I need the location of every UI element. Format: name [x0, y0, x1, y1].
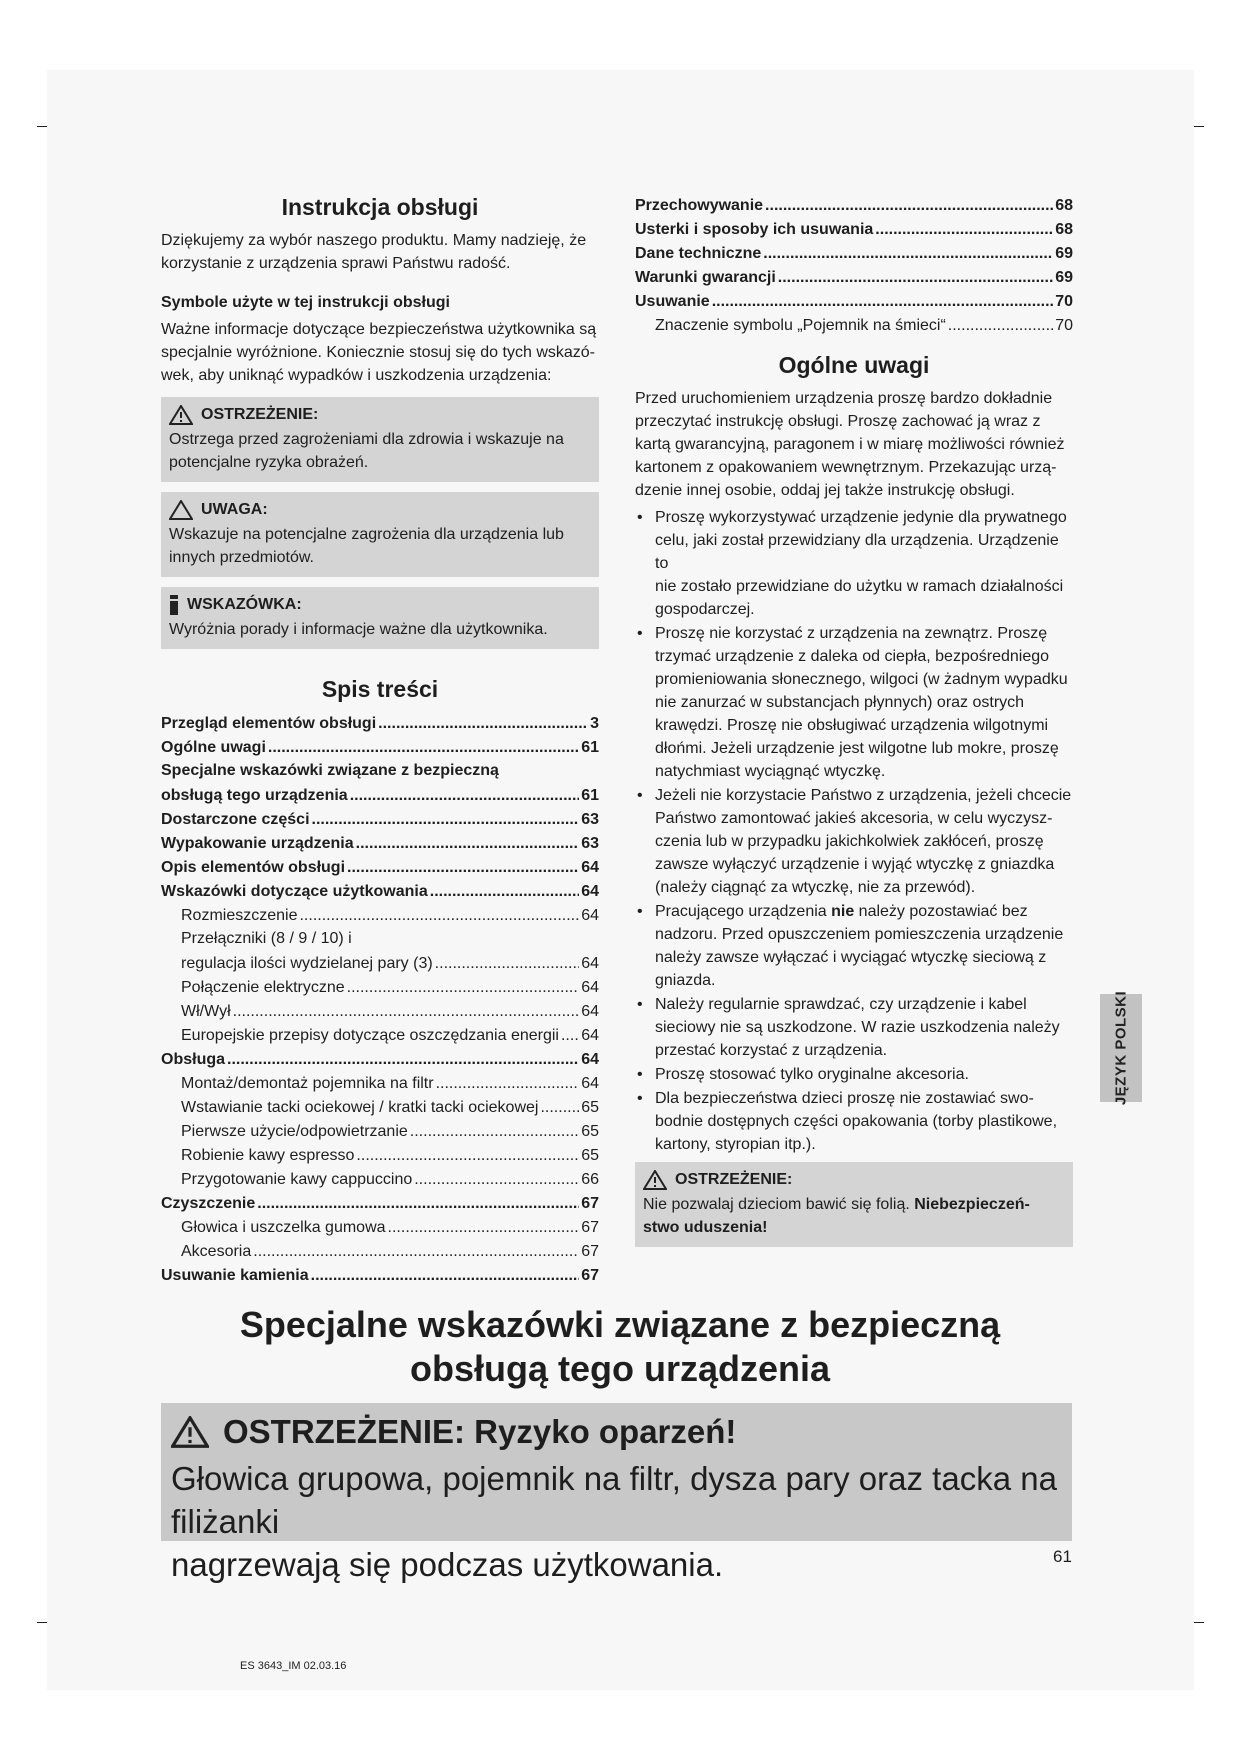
safety-bullet: [635, 784, 1073, 899]
safety-bullet: [635, 1063, 1073, 1086]
toc-entry: [161, 1095, 599, 1119]
toc-leader-dots: [712, 290, 1054, 313]
toc-entry-label: Rozmieszczenie: [181, 907, 298, 924]
bullet-line: gniazda.: [655, 972, 716, 989]
title-line: Specjalne wskazówki związane z bezpieczną: [239, 1304, 1001, 1345]
bullet-line: czenia lub w przypadku jakichkolwiek zakłóceń, proszę: [655, 833, 1044, 850]
toc-entry: [161, 1191, 599, 1215]
toc-entry: [161, 951, 599, 975]
tip-box-text: [169, 618, 591, 641]
warning-text: Nie pozwalaj dzieciom bawić się folią.: [643, 1196, 915, 1213]
toc-leader-dots: [233, 1000, 580, 1023]
bullet-line: • Należy regularnie sprawdzać, czy urządzenie i kabel: [655, 996, 1027, 1013]
toc-leader-dots: [561, 1024, 579, 1047]
warning-text-bold: Niebezpieczeń-: [914, 1196, 1030, 1213]
bullet-line: krawędzi. Proszę nie obsługiwać urządzenia wilgotnymi: [655, 717, 1049, 734]
toc-entry-label: Pierwsze użycie/odpowietrzanie: [181, 1123, 408, 1140]
toc-entry: [161, 1023, 599, 1047]
toc-entry: [161, 831, 599, 855]
toc-entry-page: 65: [581, 1123, 599, 1140]
burn-warning-title: OSTRZEŻENIE: Ryzyko oparzeń!: [223, 1413, 737, 1450]
symbols-line: specjalnie wyróżnione. Koniecznie stosuj się do tych wskazó-: [161, 344, 595, 361]
toc-entry-page: 64: [581, 859, 599, 876]
bullet-line: • Proszę stosować tylko oryginalne akcesoria.: [655, 1066, 969, 1083]
warning-line: nagrzewają się podczas użytkowania.: [171, 1546, 724, 1583]
toc-entry: [161, 735, 599, 759]
safety-bullet: [635, 1087, 1073, 1156]
toc-entry-label: Przygotowanie kawy cappuccino: [181, 1171, 413, 1188]
warning-box-text: [169, 428, 591, 474]
toc-entry-label: Dostarczone części: [161, 811, 310, 828]
toc-entry-page: 67: [581, 1267, 599, 1284]
toc-entry-page: 63: [581, 835, 599, 852]
intro-line: Przed uruchomieniem urządzenia proszę bardzo dokładnie: [635, 390, 1053, 407]
toc-entry: [161, 711, 599, 735]
toc-entry-label: Głowica i uszczelka gumowa: [181, 1219, 386, 1236]
toc-entry-page: 67: [581, 1219, 599, 1236]
toc-leader-dots: [948, 314, 1053, 337]
toc-entry-label: Przechowywanie: [635, 197, 764, 214]
toc-leader-dots: [312, 808, 580, 831]
toc-entry-label: Połączenie elektryczne: [181, 979, 345, 996]
bullet-line: natychmiast wyciągnąć wtyczkę.: [655, 763, 886, 780]
warning-triangle-outline-icon: [169, 500, 193, 520]
toc-entry-label: Usuwanie: [635, 293, 710, 310]
caution-box: [161, 492, 599, 577]
toc-leader-dots: [388, 1216, 580, 1239]
bullet-line: (należy ciągnąć za wtyczkę, nie za przewód).: [655, 879, 976, 896]
bullet-line: zawsze wyłączyć urządzenie i wyjąć wtyczkę z gniazdka: [655, 856, 1055, 873]
toc-leader-dots: [410, 1120, 579, 1143]
toc-entry-label: Znaczenie symbolu „Pojemnik na śmieci“: [655, 317, 946, 334]
toc-entry-page: 70: [1055, 317, 1073, 334]
warning-triangle-icon: [171, 1416, 209, 1448]
toc-entry: [635, 313, 1073, 337]
symbols-heading: Symbole użyte w tej instrukcji obsługi: [161, 294, 450, 311]
toc-entry-label: Wypakowanie urządzenia: [161, 835, 354, 852]
info-icon: [169, 595, 179, 615]
toc-entry-label: Opis elementów obsługi: [161, 859, 346, 876]
intro-line: kartonem z opakowaniem wewnętrznym. Przekazując urzą-: [635, 459, 1057, 476]
safety-section-title: [160, 1303, 1080, 1391]
warning-triangle-icon: [169, 405, 193, 425]
intro-line: Dziękujemy za wybór naszego produktu. Mamy nadzieję, że: [161, 232, 587, 249]
toc-leader-dots: [875, 218, 1053, 241]
bullet-line: celu, jaki został przewidziany dla urządzenia. Urządzenie to: [655, 532, 1059, 572]
toc-entry: [161, 975, 599, 999]
toc-entry: [635, 289, 1073, 313]
toc-entry-page: 61: [581, 739, 599, 756]
toc-entry: [161, 1167, 599, 1191]
toc-entry-page: 61: [581, 787, 599, 804]
toc-leader-dots: [436, 1072, 580, 1095]
toc-entry-page: 69: [1055, 245, 1073, 262]
warning-line: Głowica grupowa, pojemnik na filtr, dysza pary oraz tacka na filiżanki: [171, 1460, 1057, 1540]
bullet-line: • Dla bezpieczeństwa dzieci proszę nie zostawiać swo-: [655, 1090, 1034, 1107]
bullet-line: sieciowy nie są uszkodzone. W razie uszkodzenia należy: [655, 1019, 1060, 1036]
bullet-line: nadzoru. Przed opuszczeniem pomieszczenia urządzenie: [655, 926, 1064, 943]
toc-entry-label: obsługą tego urządzenia: [161, 787, 348, 804]
intro-text: [161, 229, 599, 275]
toc-entry: [635, 193, 1073, 217]
warning-text-bold: stwo uduszenia!: [643, 1219, 768, 1236]
toc-leader-dots: [378, 712, 588, 735]
box-line: Ostrzega przed zagrożeniami dla zdrowia i wskazuje na: [169, 431, 564, 448]
toc-entry: [161, 1119, 599, 1143]
toc-entry: Przełączniki (8 / 9 / 10) i: [181, 930, 352, 947]
toc-entry-page: 70: [1055, 293, 1073, 310]
safety-bullet: [635, 900, 1073, 992]
toc-leader-dots: [356, 1144, 579, 1167]
toc-entry: [161, 1143, 599, 1167]
toc-entry-label: Czyszczenie: [161, 1195, 256, 1212]
toc-leader-dots: [430, 880, 579, 903]
toc-entry-label: regulacja ilości wydzielanej pary (3): [181, 955, 433, 972]
toc-entry-page: 64: [581, 979, 599, 996]
toc-leader-dots: [299, 904, 579, 927]
toc-entry-page: 64: [581, 1051, 599, 1068]
safety-bullet: [635, 506, 1073, 621]
toc-entry-page: 63: [581, 811, 599, 828]
bullet-line: przestać korzystać z urządzenia.: [655, 1042, 888, 1059]
bullet-line: nie zostało przewidziane do użytku w ramach działalności: [655, 578, 1064, 595]
toc-entry-page: 67: [581, 1243, 599, 1260]
bullet-line: gospodarczej.: [655, 601, 755, 618]
toc-entry-label: Usuwanie kamienia: [161, 1267, 309, 1284]
toc-entry-page: 64: [581, 1075, 599, 1092]
toc-leader-dots: [347, 976, 580, 999]
children-warning-title: OSTRZEŻENIE:: [675, 1171, 793, 1188]
toc-entry-page: 65: [581, 1147, 599, 1164]
intro-line: przeczytać instrukcję obsługi. Proszę zachować ją wraz z: [635, 413, 1041, 430]
title-line: obsługą tego urządzenia: [409, 1348, 831, 1389]
toc-entry-label: Usterki i sposoby ich usuwania: [635, 221, 874, 238]
toc-leader-dots: [765, 194, 1053, 217]
bullet-line: promieniowania słonecznego, wilgoci (w żadnym wypadku: [655, 671, 1068, 688]
toc-entry: [161, 903, 599, 927]
toc-entry: [161, 999, 599, 1023]
warning-triangle-icon: [643, 1170, 667, 1190]
toc-entry-label: Przegląd elementów obsługi: [161, 715, 377, 732]
bullet-line: • Pracującego urządzenia nie należy pozostawiać bez: [655, 903, 1028, 920]
toc-entry-label: Obsługa: [161, 1051, 226, 1068]
toc-entry-page: 69: [1055, 269, 1073, 286]
toc-entry-label: Akcesoria: [181, 1243, 252, 1260]
bullet-line: kartony, styropian itp.).: [655, 1136, 816, 1153]
toc-leader-dots: [227, 1048, 579, 1071]
safety-bullet: [635, 622, 1073, 783]
toc-entry-page: 64: [581, 955, 599, 972]
page-number: 61: [1053, 1547, 1072, 1566]
toc-leader-dots: [763, 242, 1053, 265]
toc-entry-page: 64: [581, 883, 599, 900]
toc-entry-page: 68: [1055, 197, 1073, 214]
toc-entry-page: 3: [590, 715, 599, 732]
toc-leader-dots: [253, 1240, 579, 1263]
toc-entry: [161, 1263, 599, 1287]
toc-entry-page: 64: [581, 1003, 599, 1020]
toc-leader-dots: [311, 1264, 580, 1287]
toc-entry: [161, 855, 599, 879]
bullet-line: • Jeżeli nie korzystacie Państwo z urządzenia, jeżeli chcecie: [655, 787, 1072, 804]
toc-entry: Specjalne wskazówki związane z bezpieczną: [161, 762, 499, 779]
bullet-line: należy zawsze wyłączać i wyciągać wtyczkę sieciową z: [655, 949, 1047, 966]
bullet-line: • Proszę wykorzystywać urządzenie jedynie dla prywatnego: [655, 509, 1067, 526]
toc-entry-label: Warunki gwarancji: [635, 269, 776, 286]
toc-leader-dots: [414, 1168, 579, 1191]
intro-line: korzystanie z urządzenia sprawi Państwu radość.: [161, 255, 511, 272]
toc-entry-label: Wstawianie tacki ociekowej / kratki tacki ociekowej: [181, 1099, 539, 1116]
symbols-line: Ważne informacje dotyczące bezpieczeństwa użytkownika są: [161, 321, 597, 338]
manual-title: Instrukcja obsługi: [281, 194, 479, 220]
general-notes-title: Ogólne uwagi: [778, 352, 930, 378]
burn-warning-text: [161, 1455, 1072, 1586]
toc-entry-label: Robienie kawy espresso: [181, 1147, 355, 1164]
safety-bullet: [635, 993, 1073, 1062]
tip-box: [161, 587, 599, 649]
toc-leader-dots: [347, 856, 579, 879]
toc-entry: [161, 879, 599, 903]
intro-line: dzenie innej osobie, oddaj jej także instrukcję obsługi.: [635, 482, 1015, 499]
caution-box-title: UWAGA:: [201, 501, 268, 518]
right-column: [635, 193, 1073, 1257]
toc-leader-dots: [356, 832, 580, 855]
toc-entry: [161, 1071, 599, 1095]
bullet-line: Państwo zamontować jakieś akcesoria, w celu wyczysz-: [655, 810, 1053, 827]
toc-leader-dots: [268, 736, 579, 759]
toc-entry-page: 65: [581, 1099, 599, 1116]
toc-entry-label: Montaż/demontaż pojemnika na filtr: [181, 1075, 434, 1092]
toc-leader-dots: [257, 1192, 579, 1215]
toc-entry: [161, 1215, 599, 1239]
toc-leader-dots: [435, 952, 580, 975]
children-warning-text: [643, 1193, 1065, 1239]
bullet-line: trzymać urządzenie z daleka od ciepła, bezpośredniego: [655, 648, 1050, 665]
table-of-contents-continued: [635, 193, 1073, 337]
bullet-line: dłońmi. Jeżeli urządzenie jest wilgotne lub mokre, proszę: [655, 740, 1059, 757]
toc-entry-label: Wskazówki dotyczące użytkowania: [161, 883, 428, 900]
toc-entry-label: Wł/Wył: [181, 1003, 231, 1020]
toc-entry-page: 64: [581, 907, 599, 924]
children-warning-box: [635, 1162, 1073, 1247]
toc-entry-label: Ogólne uwagi: [161, 739, 266, 756]
toc-entry-label: Dane techniczne: [635, 245, 762, 262]
toc-entry: [161, 1239, 599, 1263]
symbols-text: [161, 318, 599, 387]
table-of-contents: [161, 711, 599, 1287]
toc-entry-page: 64: [581, 1027, 599, 1044]
box-line: innych przedmiotów.: [169, 549, 314, 566]
toc-entry-page: 68: [1055, 221, 1073, 238]
toc-entry-page: 67: [581, 1195, 599, 1212]
footer-code: ES 3643_IM 02.03.16: [240, 1660, 347, 1672]
toc-entry: [635, 217, 1073, 241]
bullet-line: • Proszę nie korzystać z urządzenia na zewnątrz. Proszę: [655, 625, 1048, 642]
language-tab-label: JĘZYK POLSKI: [1112, 990, 1130, 1106]
safety-bullet-list: [635, 506, 1073, 1156]
toc-entry: [635, 265, 1073, 289]
general-notes-intro: [635, 387, 1073, 502]
toc-entry: [161, 807, 599, 831]
toc-entry: [161, 783, 599, 807]
left-column: [161, 193, 599, 1287]
box-line: Wskazuje na potencjalne zagrożenia dla urządzenia lub: [169, 526, 564, 543]
toc-leader-dots: [778, 266, 1053, 289]
box-line: Wyróżnia porady i informacje ważne dla użytkownika.: [169, 621, 548, 638]
warning-box-title: OSTRZEŻENIE:: [201, 406, 319, 423]
language-tab: [1100, 990, 1142, 1106]
warning-box: [161, 397, 599, 482]
box-line: potencjalne ryzyka obrażeń.: [169, 454, 369, 471]
toc-leader-dots: [350, 784, 580, 807]
caution-box-text: [169, 523, 591, 569]
bullet-line: nie zanurzać w substancjach płynnych) oraz ostrych: [655, 694, 1025, 711]
bullet-line: bodnie dostępnych części opakowania (torby plastikowe,: [655, 1113, 1058, 1130]
toc-entry: [635, 241, 1073, 265]
toc-title: Spis treści: [321, 676, 439, 702]
toc-entry-label: Europejskie przepisy dotyczące oszczędzania energii: [181, 1027, 559, 1044]
toc-entry: [161, 1047, 599, 1071]
tip-box-title: WSKAZÓWKA:: [187, 596, 302, 613]
toc-entry-page: 66: [581, 1171, 599, 1188]
intro-line: kartą gwarancyjną, paragonem i w miarę możliwości również: [635, 436, 1065, 453]
symbols-line: wek, aby uniknąć wypadków i uszkodzenia urządzenia:: [161, 367, 552, 384]
toc-leader-dots: [540, 1096, 579, 1119]
